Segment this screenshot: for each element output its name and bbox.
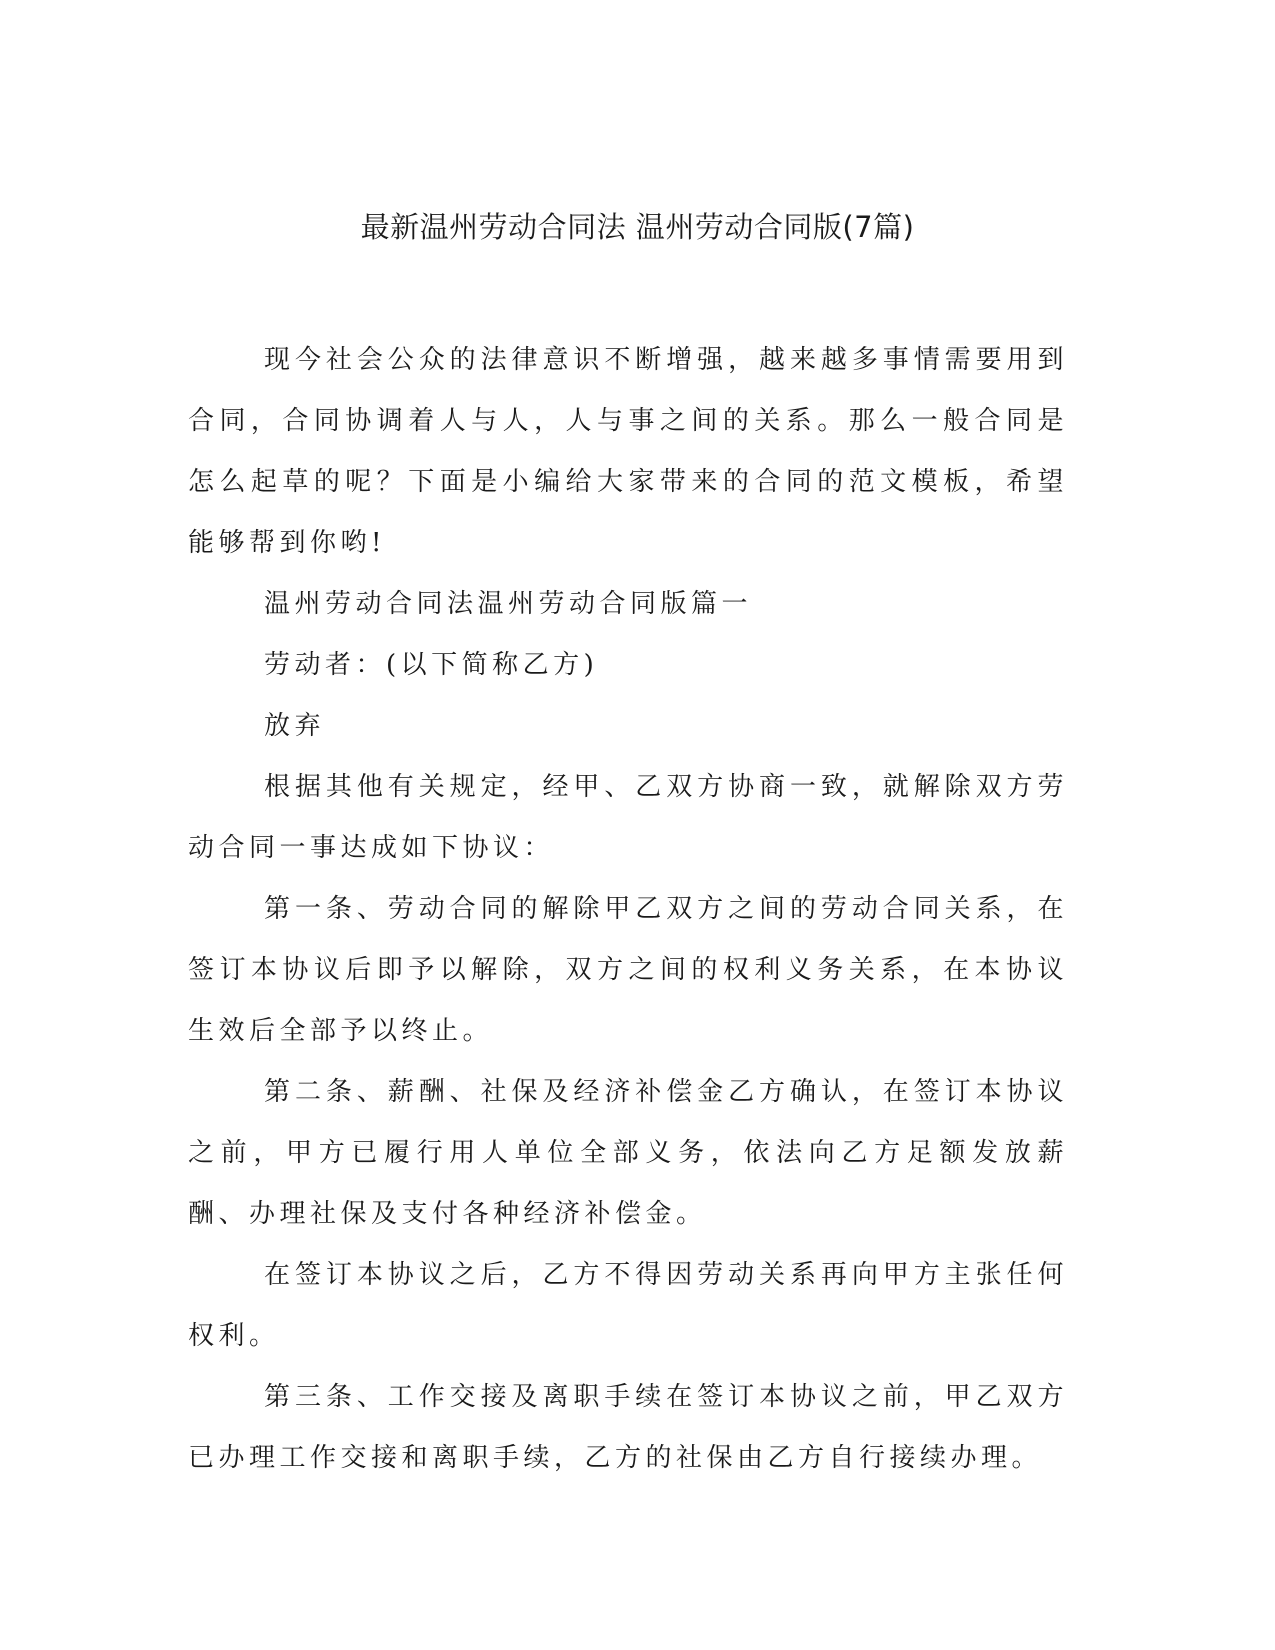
article-two-paragraph: 第二条、薪酬、社保及经济补偿金乙方确认，在签订本协议之前，甲方已履行用人单位全部义务，依法向乙方足额发放薪酬、办理社保及支付各种经济补偿金。 xyxy=(188,1077,1068,1229)
agreement-basis-paragraph: 根据其他有关规定，经甲、乙双方协商一致，就解除双方劳动合同一事达成如下协议： xyxy=(188,772,1068,863)
intro-paragraph: 现今社会公众的法律意识不断增强，越来越多事情需要用到合同，合同协调着人与人，人与事之间的关系。那么一般合同是怎么起草的呢？下面是小编给大家带来的合同的范文模板，希望能够帮到你哟! xyxy=(188,345,1068,558)
section-heading: 温州劳动合同法温州劳动合同版篇一 xyxy=(264,589,753,619)
abandon-line: 放弃 xyxy=(264,711,326,741)
document-title: 最新温州劳动合同法 温州劳动合同版(7篇) xyxy=(360,210,915,244)
document-body xyxy=(188,330,1068,1489)
article-three-paragraph: 第三条、工作交接及离职手续在签订本协议之前，甲乙双方已办理工作交接和离职手续，乙方的社保由乙方自行接续办理。 xyxy=(188,1382,1068,1473)
after-signing-paragraph: 在签订本协议之后，乙方不得因劳动关系再向甲方主张任何权利。 xyxy=(188,1260,1068,1351)
worker-line: 劳动者：(以下简称乙方) xyxy=(264,650,599,680)
article-one-paragraph: 第一条、劳动合同的解除甲乙双方之间的劳动合同关系，在签订本协议后即予以解除，双方之间的权利义务关系，在本协议生效后全部予以终止。 xyxy=(188,894,1068,1046)
